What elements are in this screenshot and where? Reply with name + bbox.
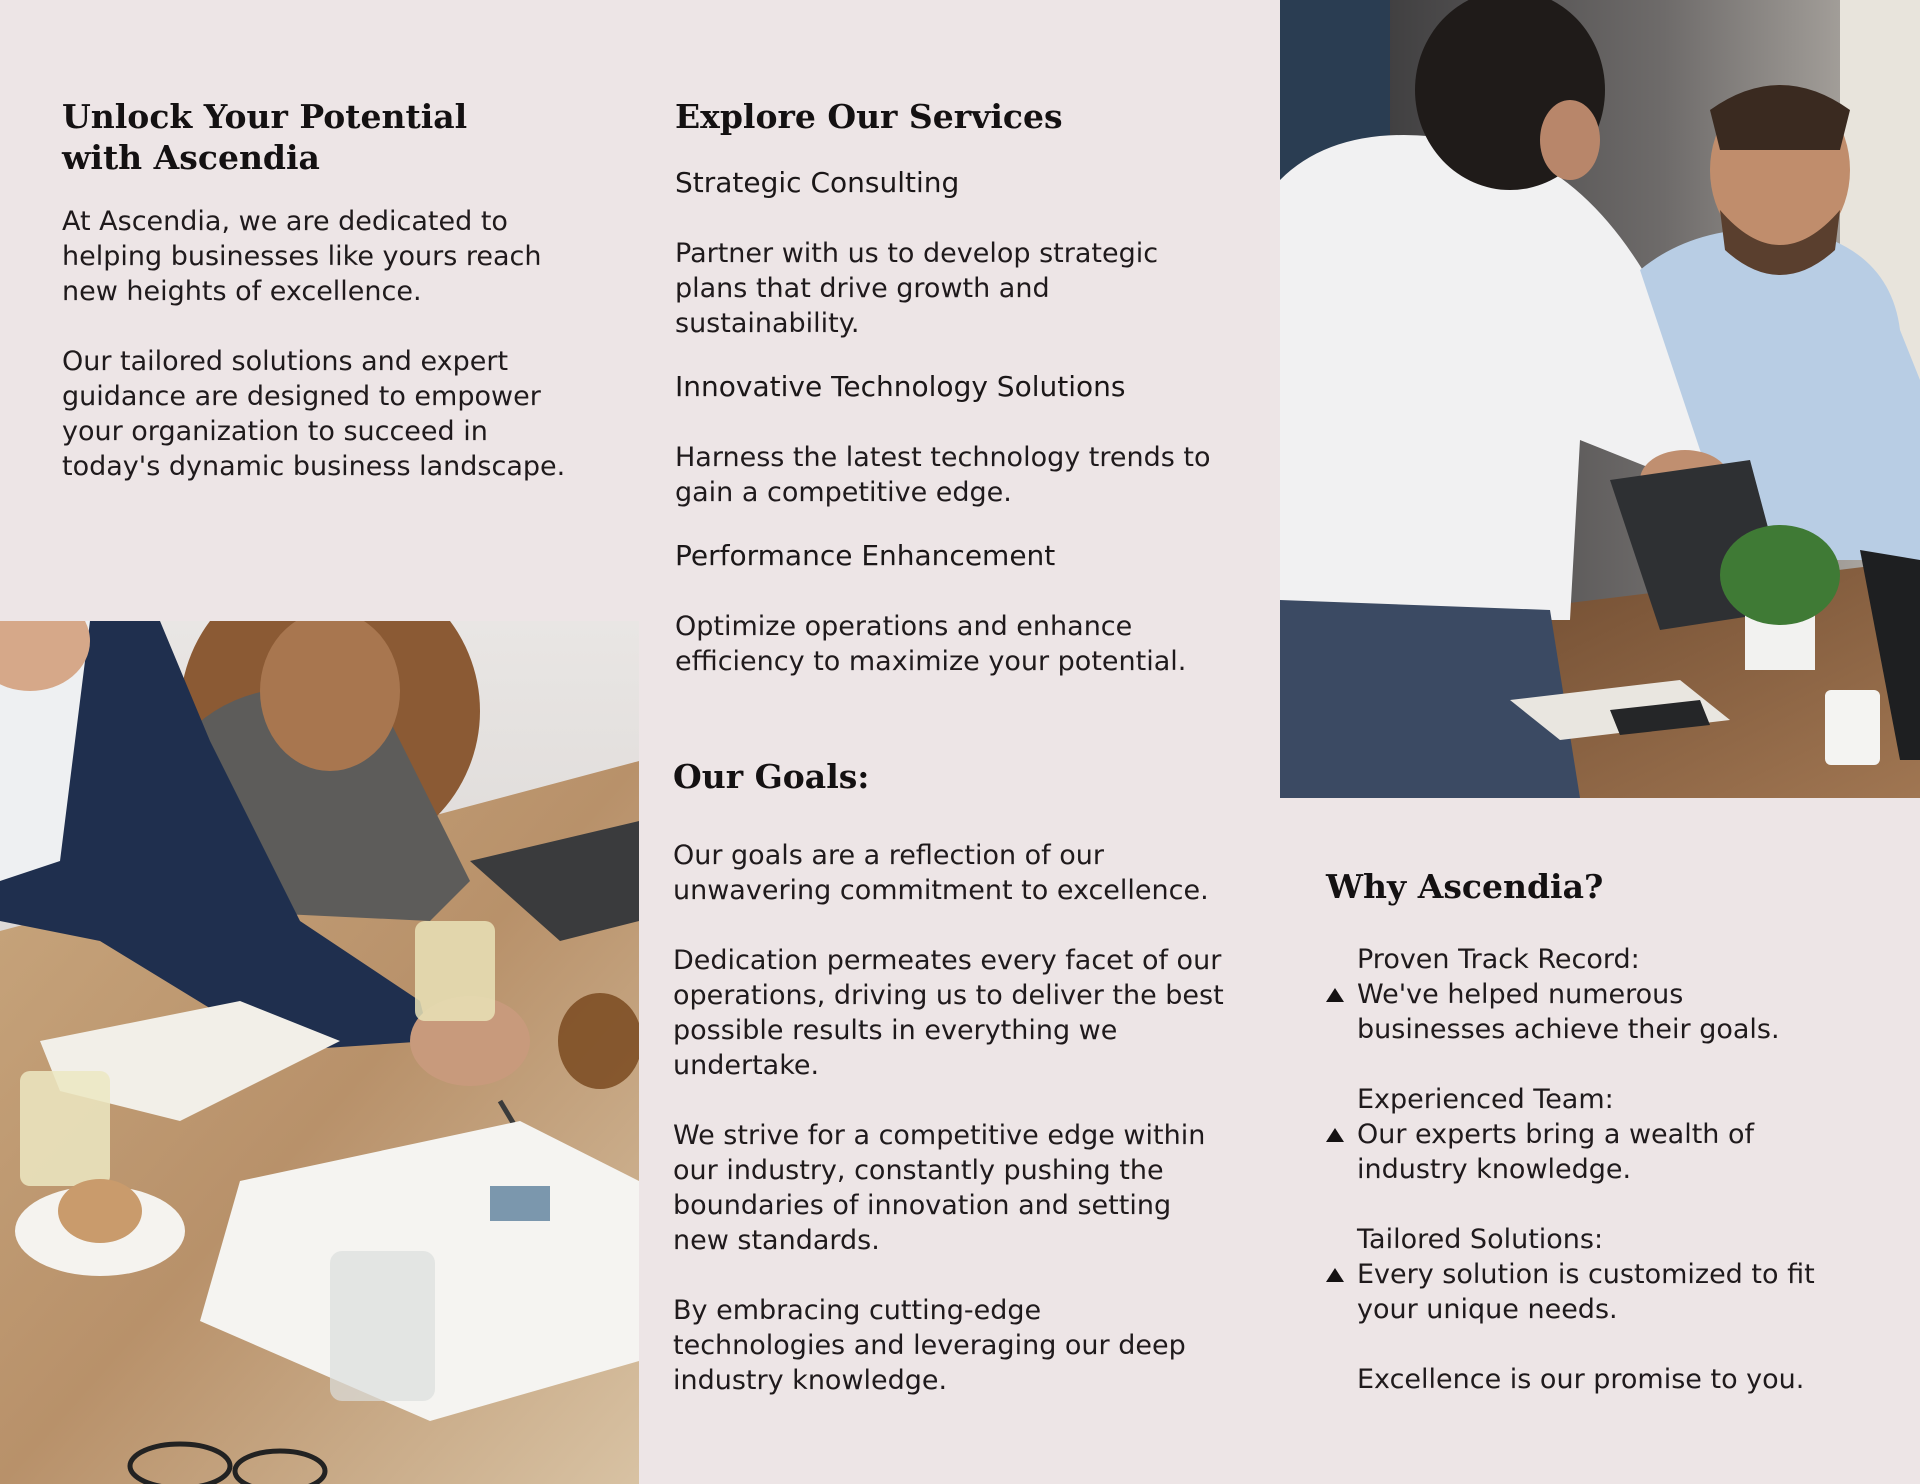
service-item: [675, 538, 1275, 679]
services-title: Explore Our Services: [675, 97, 1063, 136]
service-name: Strategic Consulting: [675, 166, 960, 199]
goals-paragraph: By embracing cutting-edge technologies and leveraging our deep industry knowledge.: [673, 1295, 1186, 1396]
team-meeting-photo: [0, 621, 639, 1484]
why-item-text: Proven Track Record: We've helped numerous businesses achieve their goals.: [1357, 944, 1780, 1045]
services-section: [675, 96, 1275, 679]
why-section: [1326, 866, 1886, 1397]
goals-paragraph: Our goals are a reflection of our unwavering commitment to excellence.: [673, 840, 1209, 906]
service-description: Optimize operations and enhance efficiency to maximize your potential.: [675, 611, 1187, 677]
handshake-photo: [1280, 0, 1920, 798]
triangle-bullet-icon: [1326, 988, 1344, 1002]
service-name: Innovative Technology Solutions: [675, 370, 1126, 403]
why-list-item: [1326, 1222, 1886, 1327]
service-item: [675, 369, 1275, 510]
service-item: [675, 165, 1275, 341]
intro-paragraph-1: At Ascendia, we are dedicated to helping businesses like yours reach new heights of excellence.: [62, 206, 542, 307]
why-list-item: [1326, 1082, 1886, 1187]
intro-section: [62, 96, 622, 484]
goals-paragraph: We strive for a competitive edge within our industry, constantly pushing the boundaries of innovation and setting new standards.: [673, 1120, 1206, 1256]
service-description: Partner with us to develop strategic plans that drive growth and sustainability.: [675, 238, 1159, 339]
intro-title: Unlock Your Potential with Ascendia: [62, 97, 468, 177]
service-description: Harness the latest technology trends to gain a competitive edge.: [675, 442, 1211, 508]
team-meeting-image: [0, 621, 639, 1484]
why-closing: Excellence is our promise to you.: [1357, 1364, 1805, 1395]
triangle-bullet-icon: [1326, 1268, 1344, 1282]
goals-section: [673, 838, 1283, 1398]
why-item-text: Experienced Team: Our experts bring a wealth of industry knowledge.: [1357, 1084, 1754, 1185]
goals-title: Our Goals:: [673, 757, 870, 796]
why-list: [1326, 942, 1886, 1327]
why-list-item: [1326, 942, 1886, 1047]
why-item-text: Tailored Solutions: Every solution is customized to fit your unique needs.: [1357, 1224, 1815, 1325]
intro-paragraph-2: Our tailored solutions and expert guidance are designed to empower your organization to succeed in today's dynamic business landscape.: [62, 346, 566, 482]
handshake-image: [1280, 0, 1920, 798]
service-name: Performance Enhancement: [675, 539, 1056, 572]
why-title: Why Ascendia?: [1326, 867, 1604, 906]
goals-paragraph: Dedication permeates every facet of our operations, driving us to deliver the best possible results in everything we undertake.: [673, 945, 1224, 1081]
triangle-bullet-icon: [1326, 1128, 1344, 1142]
